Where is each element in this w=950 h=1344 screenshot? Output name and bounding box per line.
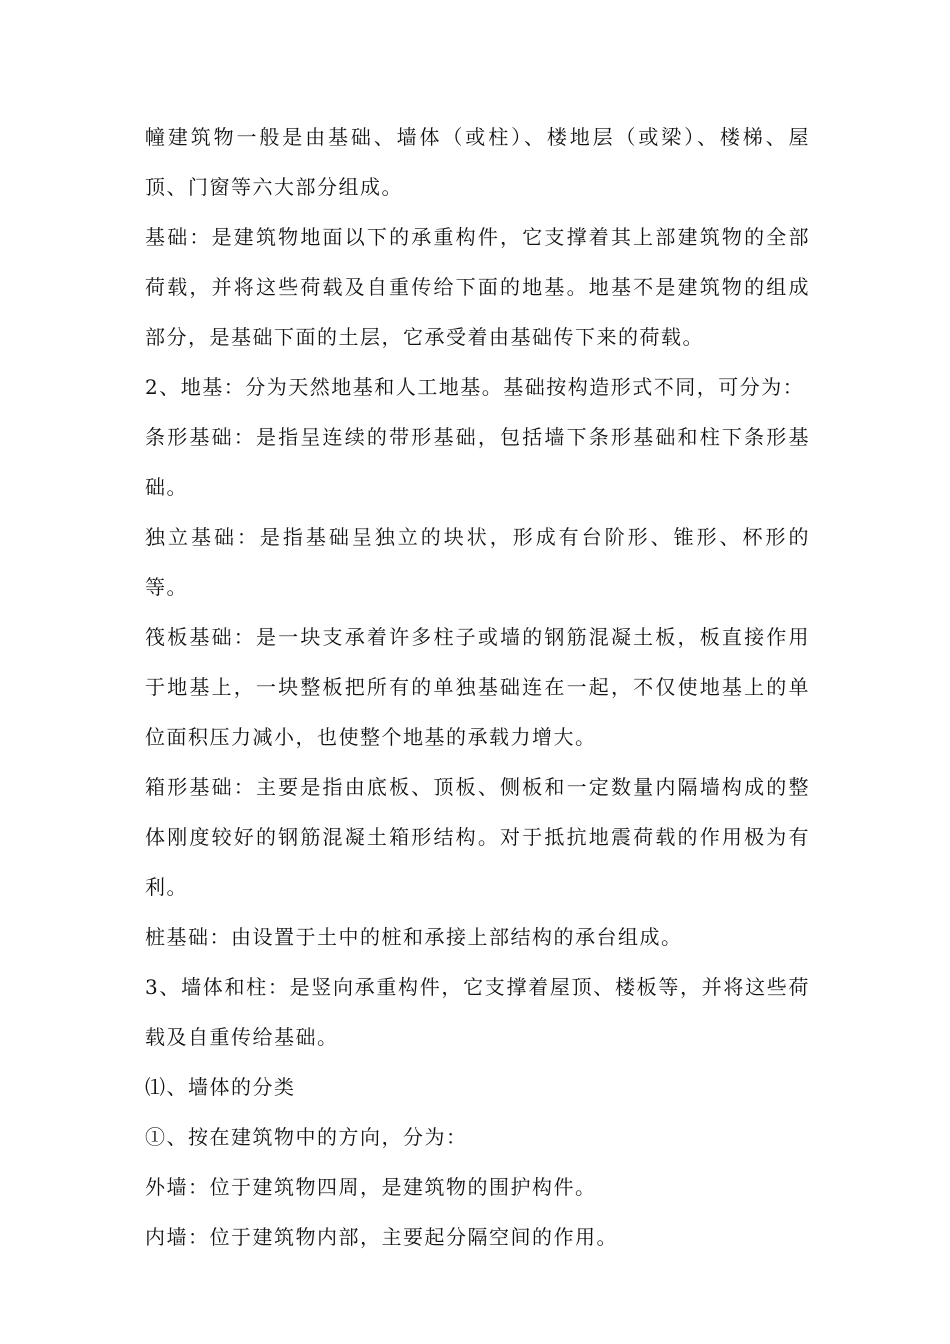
paragraph-box-foundation: 箱形基础：主要是指由底板、顶板、侧板和一定数量内隔墙构成的整体刚度较好的钢筋混凝土箱形结构。对于抵抗地震荷载的作用极为有利。: [145, 775, 810, 899]
paragraph-by-direction: ①、按在建筑物中的方向，分为：: [145, 1125, 468, 1149]
paragraph-subgrade: 2、地基：分为天然地基和人工地基。基础按构造形式不同，可分为：: [145, 375, 805, 399]
paragraph-isolated-foundation: 独立基础：是指基础呈独立的块状，形成有台阶形、锥形、杯形的等。: [145, 525, 810, 599]
paragraph-pile-foundation: 桩基础：由设置于土中的桩和承接上部结构的承台组成。: [145, 925, 683, 949]
paragraph-foundation-definition: 基础：是建筑物地面以下的承重构件，它支撑着其上部建筑物的全部荷载，并将这些荷载及自重传给下面的地基。地基不是建筑物的组成部分，是基础下面的土层，它承受着由基础传下来的荷载。: [145, 225, 810, 349]
paragraph-exterior-wall: 外墙：位于建筑物四周，是建筑物的围护构件。: [145, 1175, 597, 1199]
paragraph-building-composition: 幢建筑物一般是由基础、墙体（或柱）、楼地层（或梁）、楼梯、屋顶、门窗等六大部分组成。: [145, 125, 810, 199]
paragraph-walls-columns: 3、墙体和柱：是竖向承重构件，它支撑着屋顶、楼板等，并将这些荷载及自重传给基础。: [145, 975, 810, 1049]
paragraph-strip-foundation: 条形基础：是指呈连续的带形基础，包括墙下条形基础和柱下条形基础。: [145, 425, 810, 499]
paragraph-wall-classification: ⑴、墙体的分类: [145, 1075, 296, 1099]
paragraph-interior-wall: 内墙：位于建筑物内部，主要起分隔空间的作用。: [145, 1225, 618, 1249]
document-page: [145, 112, 810, 1262]
paragraph-raft-foundation: 筏板基础：是一块支承着许多柱子或墙的钢筋混凝土板，板直接作用于地基上，一块整板把所有的单独基础连在一起，不仅使地基上的单位面积压力减小，也使整个地基的承载力增大。: [145, 625, 810, 749]
